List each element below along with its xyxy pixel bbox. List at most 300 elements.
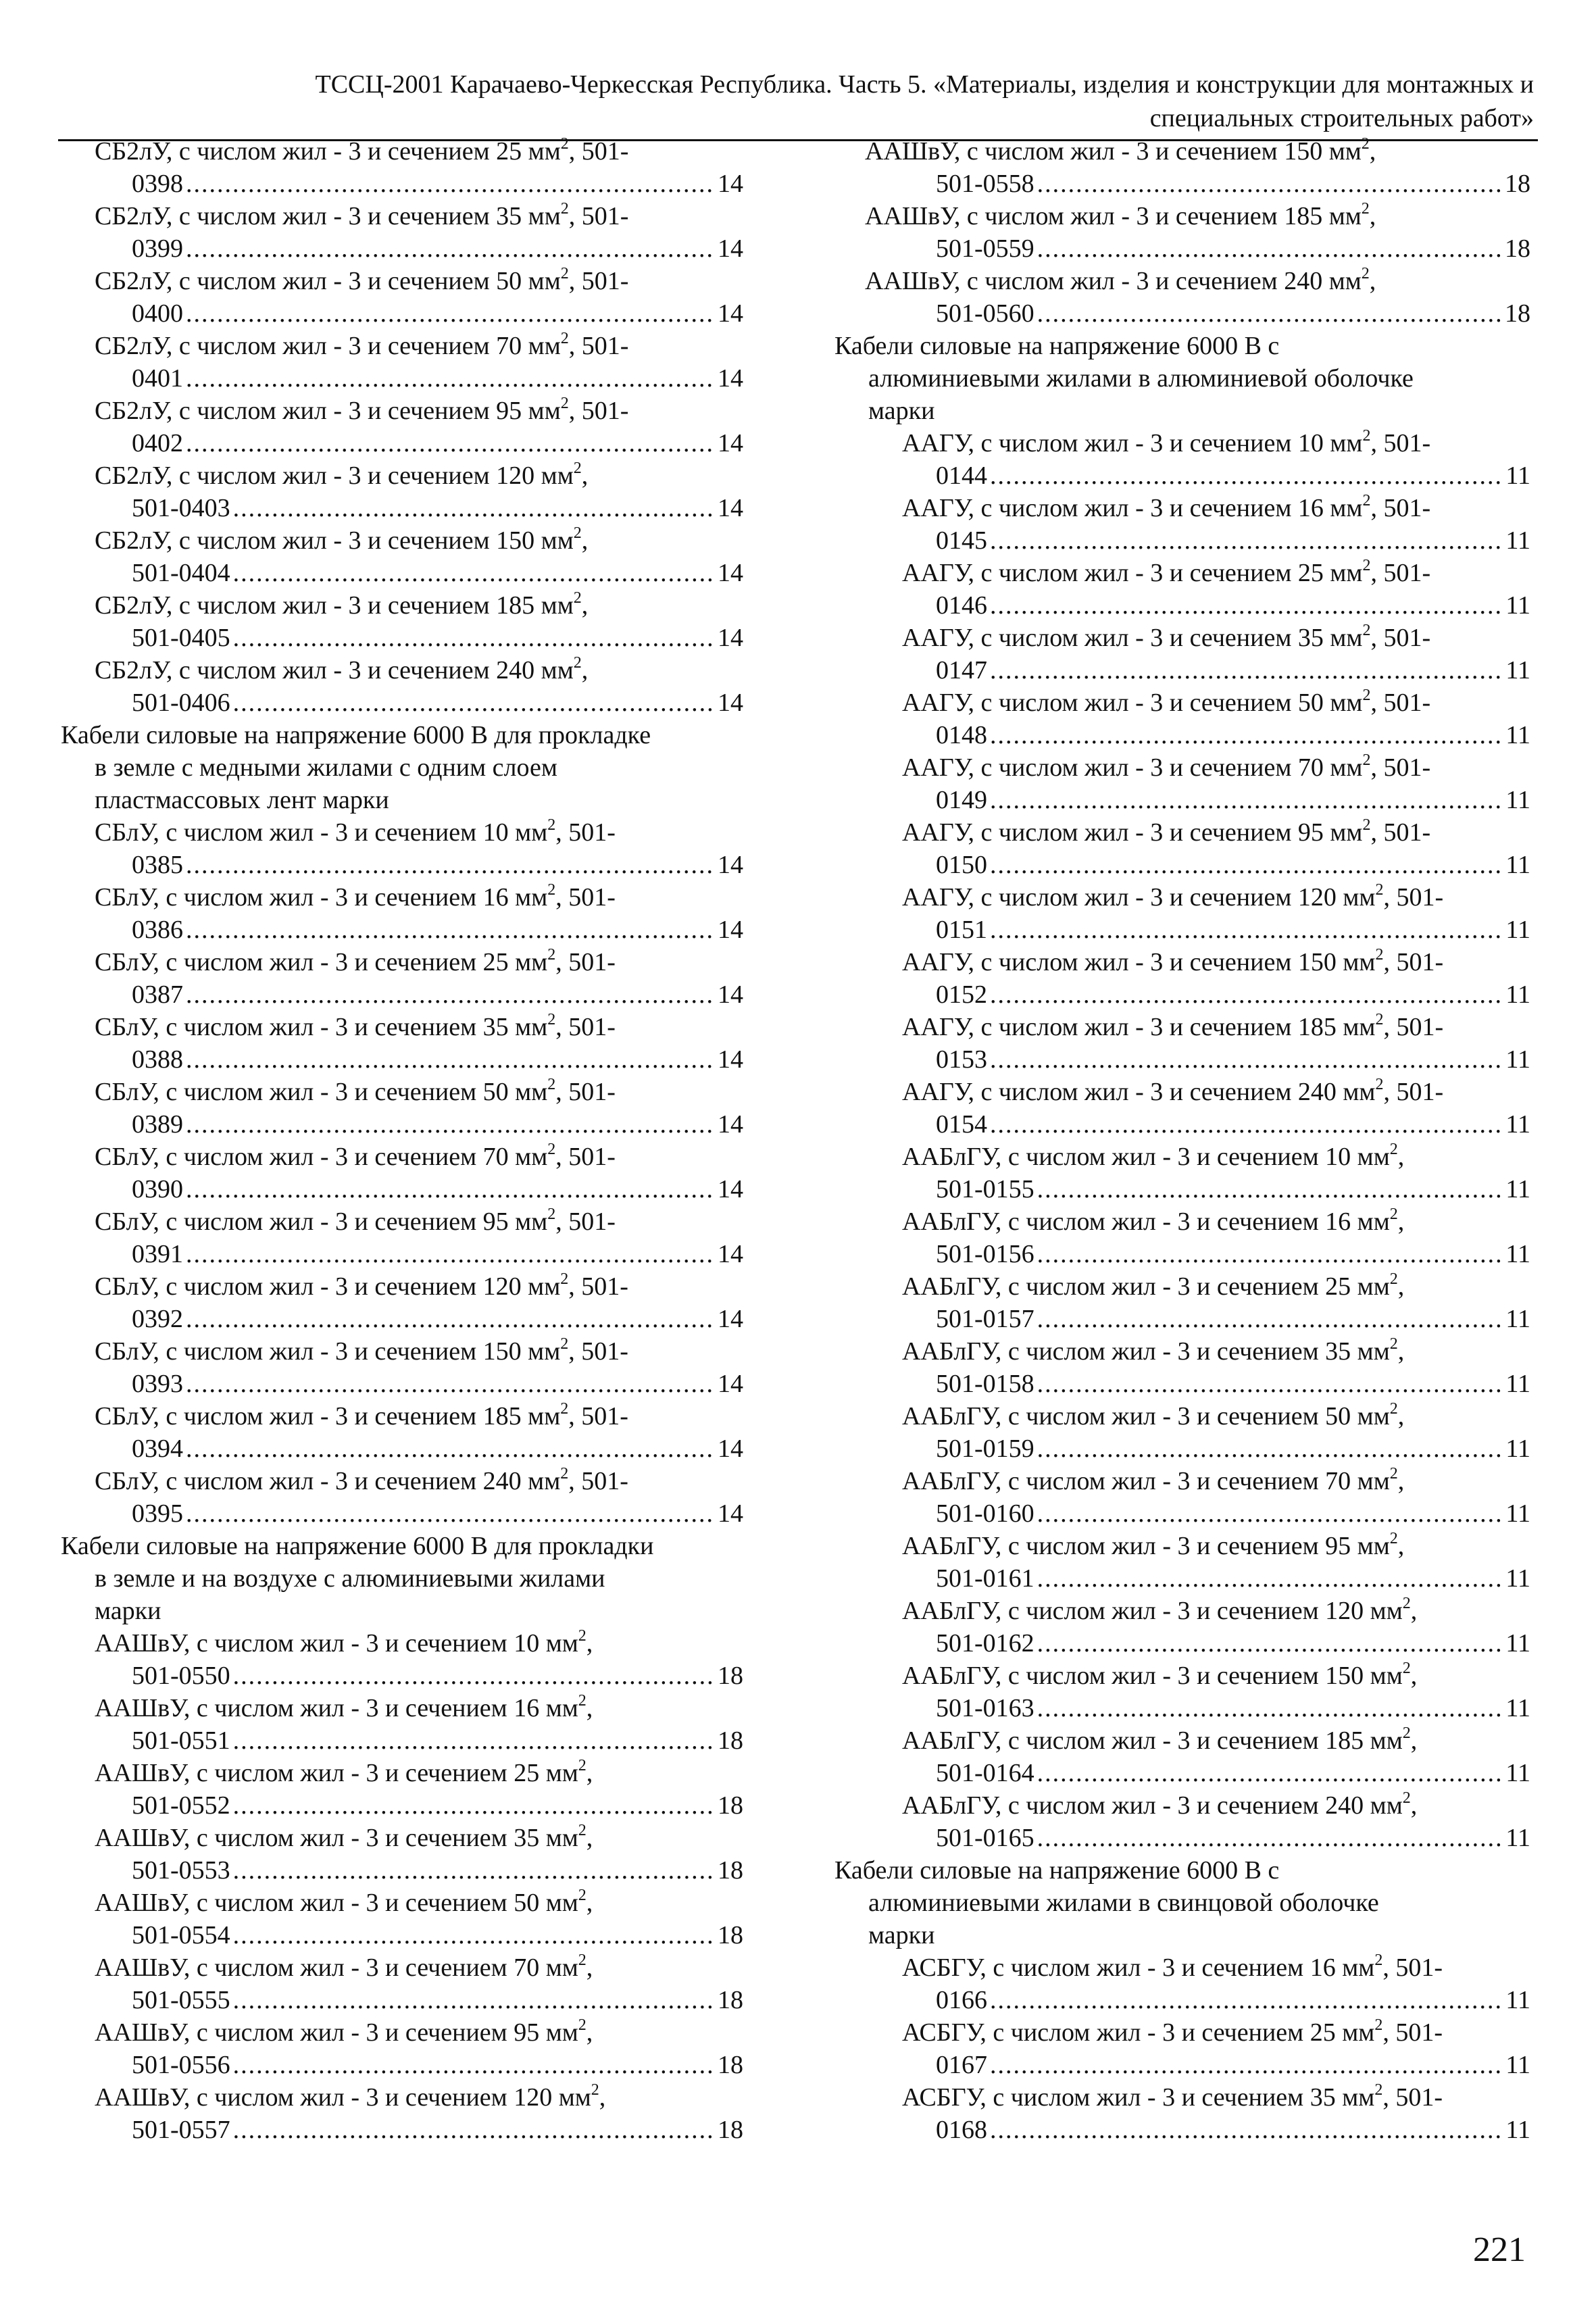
entry-ref-line (61, 492, 743, 524)
entry-page: 14 (718, 234, 743, 263)
entry-code: 0394 (132, 1435, 183, 1463)
dot-leader (186, 1497, 715, 1530)
entry-tail: , 501- (568, 1402, 628, 1430)
entry-ref-line (61, 687, 743, 719)
entry-ref-line (61, 362, 743, 395)
entry-ref-line (834, 1627, 1530, 1660)
entry-line (61, 1757, 743, 1789)
entry-line (834, 1335, 1530, 1368)
section-heading-line: Кабели силовые на напряжение 6000 В с (834, 332, 1280, 360)
entry-code: 0391 (132, 1240, 183, 1268)
entry-ref-line (834, 914, 1530, 946)
entry-page: 11 (1505, 1564, 1530, 1593)
entry-text: ААБлГУ, с числом жил - 3 и сечением 240 мм (902, 1791, 1403, 1820)
superscript-2: 2 (578, 1887, 587, 1905)
entry-text: СБлУ, с числом жил - 3 и сечением 185 мм (95, 1402, 561, 1430)
dot-leader (186, 232, 715, 265)
entry-text: СБлУ, с числом жил - 3 и сечением 50 мм (95, 1078, 548, 1106)
superscript-2: 2 (560, 1335, 569, 1353)
entry-line (61, 816, 743, 849)
dot-leader (990, 1108, 1503, 1141)
dot-leader (186, 978, 715, 1011)
entry-ref-line (61, 1497, 743, 1530)
dot-leader (233, 2114, 715, 2146)
entry-tail: , (1369, 137, 1376, 166)
entry-ref-line (61, 1660, 743, 1692)
entry-text: ААГУ, с числом жил - 3 и сечением 185 мм (902, 1013, 1376, 1041)
entry-page: 14 (718, 980, 743, 1009)
dot-leader (1037, 232, 1502, 265)
dot-leader (990, 2049, 1503, 2081)
entry-tail: , 501- (568, 267, 629, 295)
entry-text: ААБлГУ, с числом жил - 3 и сечением 50 мм (902, 1402, 1390, 1430)
entry-code: 501-0404 (132, 559, 230, 587)
entry-page: 14 (718, 1110, 743, 1139)
dot-leader (186, 1238, 715, 1270)
entry-text: СБлУ, с числом жил - 3 и сечением 10 мм (95, 818, 548, 847)
entry-line (834, 687, 1530, 719)
dot-leader (990, 978, 1503, 1011)
entry-page: 11 (1505, 980, 1530, 1009)
entry-line (834, 816, 1530, 849)
superscript-2: 2 (1362, 427, 1371, 445)
entry-page: 11 (1505, 1986, 1530, 2014)
entry-ref-line (61, 1108, 743, 1141)
page-number: 221 (1473, 2231, 1526, 2269)
entry-page: 11 (1505, 916, 1530, 944)
superscript-2: 2 (578, 1692, 587, 1710)
superscript-2: 2 (1375, 946, 1384, 964)
entry-page: 11 (1505, 1694, 1530, 1722)
entry-tail: , (586, 1759, 593, 1787)
entry-line (61, 2081, 743, 2114)
section-heading-line: в земле с медными жилами с одним слоем (95, 753, 557, 782)
entry-code: 0392 (132, 1305, 183, 1333)
entry-code: 501-0159 (936, 1435, 1034, 1463)
entry-page: 11 (1505, 1370, 1530, 1398)
entry-text: СБ2лУ, с числом жил - 3 и сечением 95 мм (95, 397, 561, 425)
entry-code: 0151 (936, 916, 987, 944)
entry-page: 18 (718, 1662, 743, 1690)
entry-page: 11 (1505, 1110, 1530, 1139)
section-heading-line: пластмассовых лент марки (95, 786, 389, 814)
entry-page: 11 (1505, 1759, 1530, 1787)
entry-text: ААШвУ, с числом жил - 3 и сечением 95 мм (95, 2018, 578, 2047)
entry-ref-line (61, 849, 743, 881)
entry-tail: , 501- (1383, 948, 1444, 976)
entry-code: 0154 (936, 1110, 987, 1139)
entry-line (61, 1335, 743, 1368)
dot-leader (990, 784, 1503, 816)
dot-leader (1037, 1497, 1503, 1530)
entry-text: ААШвУ, с числом жил - 3 и сечением 16 мм (95, 1694, 578, 1722)
entry-tail: , 501- (1370, 624, 1431, 652)
entry-line (834, 1011, 1530, 1043)
entry-ref-line (61, 232, 743, 265)
entry-text: ААШвУ, с числом жил - 3 и сечением 240 мм (865, 267, 1362, 295)
superscript-2: 2 (1389, 1530, 1398, 1548)
superscript-2: 2 (1362, 492, 1371, 510)
entry-text: СБ2лУ, с числом жил - 3 и сечением 25 мм (95, 137, 561, 166)
entry-ref-line (834, 654, 1530, 687)
entry-code: 0152 (936, 980, 987, 1009)
entry-code: 0145 (936, 526, 987, 555)
dot-leader (1037, 168, 1502, 200)
entry-text: СБ2лУ, с числом жил - 3 и сечением 185 мм (95, 591, 574, 620)
dot-leader (990, 2114, 1503, 2146)
dot-leader (233, 1919, 715, 1951)
entry-tail: , 501- (555, 883, 616, 912)
entry-line (834, 265, 1530, 297)
dot-leader (186, 1043, 715, 1076)
entry-code: 501-0164 (936, 1759, 1034, 1787)
entry-ref-line (834, 1562, 1530, 1595)
entry-code: 0395 (132, 1499, 183, 1528)
entry-text: СБ2лУ, с числом жил - 3 и сечением 35 мм (95, 202, 561, 230)
entry-line (61, 1205, 743, 1238)
entry-line (834, 1400, 1530, 1433)
entry-page: 14 (718, 429, 743, 457)
entry-code: 0166 (936, 1986, 987, 2014)
entry-line (834, 751, 1530, 784)
entry-text: СБлУ, с числом жил - 3 и сечением 120 мм (95, 1272, 561, 1301)
superscript-2: 2 (547, 1205, 556, 1224)
superscript-2: 2 (1402, 1724, 1411, 1743)
dot-leader (186, 427, 715, 459)
entry-ref-line (61, 1919, 743, 1951)
entry-tail: , (1410, 1791, 1418, 1820)
superscript-2: 2 (578, 1951, 587, 1970)
header-line-2: специальных строительных работ» (1149, 104, 1534, 132)
dot-leader (233, 1724, 715, 1757)
superscript-2: 2 (1402, 1789, 1411, 1808)
dot-leader (1037, 297, 1502, 330)
entry-page: 14 (718, 364, 743, 393)
entry-ref-line (61, 978, 743, 1011)
entry-code: 0167 (936, 2051, 987, 2079)
entry-page: 14 (718, 1305, 743, 1333)
entry-code: 0398 (132, 170, 183, 198)
entry-ref-line (61, 297, 743, 330)
superscript-2: 2 (547, 1011, 556, 1029)
dot-leader (1037, 1303, 1503, 1335)
entry-code: 501-0555 (132, 1986, 230, 2014)
entry-tail: , 501- (1370, 818, 1431, 847)
entry-ref-line (61, 1789, 743, 1822)
superscript-2: 2 (1362, 622, 1371, 640)
entry-line (61, 1011, 743, 1043)
entry-page: 14 (718, 1499, 743, 1528)
entry-tail: , 501- (555, 1013, 616, 1041)
entry-ref-line (834, 1692, 1530, 1724)
section-heading-line: алюминиевыми жилами в свинцовой оболочке (868, 1889, 1379, 1917)
dot-leader (990, 849, 1503, 881)
entry-line (61, 459, 743, 492)
entry-code: 501-0165 (936, 1824, 1034, 1852)
entry-line (61, 524, 743, 557)
entry-line (834, 200, 1530, 232)
entry-text: ААБлГУ, с числом жил - 3 и сечением 25 мм (902, 1272, 1390, 1301)
dot-leader (233, 492, 715, 524)
entry-text: СБ2лУ, с числом жил - 3 и сечением 240 мм (95, 656, 574, 684)
entry-tail: , 501- (568, 202, 629, 230)
superscript-2: 2 (573, 654, 582, 672)
entry-code: 501-0405 (132, 624, 230, 652)
entry-tail: , (1410, 1726, 1418, 1755)
entry-line (61, 1400, 743, 1433)
entry-text: СБлУ, с числом жил - 3 и сечением 95 мм (95, 1208, 548, 1236)
superscript-2: 2 (573, 459, 582, 478)
superscript-2: 2 (573, 524, 582, 543)
dot-leader (186, 297, 715, 330)
section-heading-line: алюминиевыми жилами в алюминиевой оболочке (868, 364, 1414, 393)
entry-ref-line (61, 1238, 743, 1270)
entry-ref-line (61, 914, 743, 946)
entry-ref-line (834, 1173, 1530, 1205)
entry-code: 0150 (936, 851, 987, 879)
entry-code: 501-0556 (132, 2051, 230, 2079)
entry-line (61, 1887, 743, 1919)
entry-code: 0147 (936, 656, 987, 684)
dot-leader (186, 849, 715, 881)
entry-ref-line (834, 1433, 1530, 1465)
entry-line (834, 427, 1530, 459)
entry-code: 0385 (132, 851, 183, 879)
superscript-2: 2 (547, 816, 556, 835)
entry-line (61, 1822, 743, 1854)
entry-text: СБ2лУ, с числом жил - 3 и сечением 120 мм (95, 462, 574, 490)
entry-code: 501-0162 (936, 1629, 1034, 1658)
entry-text: ААГУ, с числом жил - 3 и сечением 16 мм (902, 494, 1363, 522)
entry-line (61, 1076, 743, 1108)
entry-page: 14 (718, 624, 743, 652)
entry-tail: , (581, 526, 589, 555)
dot-leader (1037, 1822, 1503, 1854)
entry-code: 0399 (132, 234, 183, 263)
dot-leader (1037, 1562, 1503, 1595)
section-heading-line: Кабели силовые на напряжение 6000 В для прокладке (61, 721, 651, 749)
entry-code: 501-0161 (936, 1564, 1034, 1593)
section-heading-line: в земле и на воздухе с алюминиевыми жилами (95, 1564, 605, 1593)
entry-ref-line (61, 1368, 743, 1400)
superscript-2: 2 (1389, 1400, 1398, 1418)
entry-line (834, 2081, 1530, 2114)
dot-leader (990, 589, 1503, 622)
entry-tail: , 501- (568, 1467, 628, 1495)
entry-code: 501-0559 (936, 234, 1034, 263)
entry-line (834, 946, 1530, 978)
superscript-2: 2 (1374, 2081, 1383, 2099)
entry-ref-line (834, 524, 1530, 557)
entry-text: ААБлГУ, с числом жил - 3 и сечением 95 мм (902, 1532, 1390, 1560)
entry-line (61, 1465, 743, 1497)
entry-page: 11 (1505, 1305, 1530, 1333)
entry-tail: , (1369, 267, 1376, 295)
entry-ref-line (834, 589, 1530, 622)
dot-leader (990, 524, 1503, 557)
entry-tail: , (1410, 1597, 1418, 1625)
entry-page: 11 (1505, 462, 1530, 490)
entry-page: 18 (1505, 170, 1530, 198)
entry-ref-line (834, 849, 1530, 881)
dot-leader (186, 1433, 715, 1465)
entry-tail: , 501- (1382, 2083, 1443, 2112)
dot-leader (990, 719, 1503, 751)
entry-ref-line (61, 1303, 743, 1335)
entry-line (61, 1627, 743, 1660)
entry-line (61, 330, 743, 362)
entry-ref-line (834, 1497, 1530, 1530)
entry-line (834, 622, 1530, 654)
dot-leader (1037, 1757, 1503, 1789)
entry-tail: , (599, 2083, 606, 2112)
entry-line (61, 200, 743, 232)
entry-code: 0389 (132, 1110, 183, 1139)
dot-leader (1037, 1368, 1503, 1400)
entry-page: 18 (718, 1856, 743, 1885)
entry-code: 501-0406 (132, 689, 230, 717)
entry-page: 11 (1505, 1629, 1530, 1658)
entry-code: 501-0160 (936, 1499, 1034, 1528)
dot-leader (233, 1984, 715, 2016)
entry-text: ААШвУ, с числом жил - 3 и сечением 35 мм (95, 1824, 578, 1852)
entry-text: СБлУ, с числом жил - 3 и сечением 240 мм (95, 1467, 561, 1495)
entry-code: 0402 (132, 429, 183, 457)
section-heading-line: Кабели силовые на напряжение 6000 В с (834, 1856, 1280, 1885)
dot-leader (186, 1173, 715, 1205)
entry-ref-line (834, 1757, 1530, 1789)
entry-line (61, 1951, 743, 1984)
superscript-2: 2 (1389, 1205, 1398, 1224)
entry-text: ААБлГУ, с числом жил - 3 и сечением 70 мм (902, 1467, 1390, 1495)
entry-ref-line (834, 1303, 1530, 1335)
dot-leader (233, 1789, 715, 1822)
superscript-2: 2 (1374, 1951, 1383, 1970)
entry-tail: , (586, 1629, 593, 1658)
superscript-2: 2 (1402, 1660, 1411, 1678)
entry-text: СБ2лУ, с числом жил - 3 и сечением 50 мм (95, 267, 561, 295)
entry-text: ААГУ, с числом жил - 3 и сечением 240 мм (902, 1078, 1376, 1106)
entry-text: ААГУ, с числом жил - 3 и сечением 150 мм (902, 948, 1376, 976)
entry-ref-line (834, 1108, 1530, 1141)
entry-tail: , 501- (555, 1078, 616, 1106)
entry-code: 501-0553 (132, 1856, 230, 1885)
dot-leader (1037, 1692, 1503, 1724)
entry-tail: , (1369, 202, 1376, 230)
dot-leader (186, 362, 715, 395)
entry-text: АСБГУ, с числом жил - 3 и сечением 25 мм (902, 2018, 1375, 2047)
superscript-2: 2 (1375, 1076, 1384, 1094)
entry-tail: , (586, 1694, 593, 1722)
entry-code: 0168 (936, 2116, 987, 2144)
entry-text: АСБГУ, с числом жил - 3 и сечением 16 мм (902, 1953, 1375, 1982)
entry-code: 501-0557 (132, 2116, 230, 2144)
superscript-2: 2 (1389, 1335, 1398, 1353)
section-heading-line: марки (95, 1597, 161, 1625)
entry-tail: , (586, 1953, 593, 1982)
dot-leader (233, 557, 715, 589)
entry-line (834, 1141, 1530, 1173)
superscript-2: 2 (1389, 1141, 1398, 1159)
entry-page: 14 (718, 1370, 743, 1398)
entry-code: 501-0155 (936, 1175, 1034, 1203)
entry-text: ААГУ, с числом жил - 3 и сечением 50 мм (902, 689, 1363, 717)
entry-line (61, 881, 743, 914)
entry-line (61, 135, 743, 168)
entry-text: ААБлГУ, с числом жил - 3 и сечением 185 мм (902, 1726, 1403, 1755)
entry-page: 11 (1505, 1045, 1530, 1074)
entry-code: 501-0552 (132, 1791, 230, 1820)
entry-text: ААГУ, с числом жил - 3 и сечением 95 мм (902, 818, 1363, 847)
entry-page: 14 (718, 1435, 743, 1463)
entry-text: ААШвУ, с числом жил - 3 и сечением 25 мм (95, 1759, 578, 1787)
superscript-2: 2 (547, 1141, 556, 1159)
entry-tail: , (1410, 1662, 1418, 1690)
entry-line (834, 1951, 1530, 1984)
entry-line (61, 1692, 743, 1724)
entry-line (61, 1141, 743, 1173)
entry-code: 0400 (132, 299, 183, 328)
dot-leader (990, 1043, 1503, 1076)
entry-page: 18 (718, 2116, 743, 2144)
entry-code: 0393 (132, 1370, 183, 1398)
superscript-2: 2 (591, 2081, 599, 2099)
superscript-2: 2 (1374, 2016, 1383, 2035)
superscript-2: 2 (560, 395, 569, 413)
entry-text: ААШвУ, с числом жил - 3 и сечением 150 мм (865, 137, 1362, 166)
entry-page: 14 (718, 1175, 743, 1203)
superscript-2: 2 (560, 1465, 569, 1483)
entry-line (834, 135, 1530, 168)
entry-line (834, 1595, 1530, 1627)
superscript-2: 2 (578, 1822, 587, 1840)
entry-line (61, 589, 743, 622)
entry-page: 14 (718, 1240, 743, 1268)
entry-ref-line (834, 459, 1530, 492)
dot-leader (233, 1854, 715, 1887)
entry-page: 14 (718, 299, 743, 328)
entry-text: ААШвУ, с числом жил - 3 и сечением 50 мм (95, 1889, 578, 1917)
entry-code: 501-0560 (936, 299, 1034, 328)
entry-text: СБлУ, с числом жил - 3 и сечением 25 мм (95, 948, 548, 976)
dot-leader (186, 168, 715, 200)
entry-code: 501-0157 (936, 1305, 1034, 1333)
entry-tail: , 501- (1383, 883, 1444, 912)
superscript-2: 2 (1361, 265, 1370, 283)
entry-tail: , 501- (1370, 559, 1431, 587)
superscript-2: 2 (560, 265, 569, 283)
entry-ref-line (834, 784, 1530, 816)
entry-text: ААБлГУ, с числом жил - 3 и сечением 120 мм (902, 1597, 1403, 1625)
dot-leader (186, 1303, 715, 1335)
superscript-2: 2 (560, 135, 569, 153)
dot-leader (186, 1368, 715, 1400)
entry-tail: , 501- (1382, 2018, 1443, 2047)
entry-page: 14 (718, 494, 743, 522)
entry-tail: , 501- (1382, 1953, 1443, 1982)
entry-ref-line (61, 168, 743, 200)
entry-ref-line (61, 1854, 743, 1887)
dot-leader (186, 914, 715, 946)
entry-ref-line (61, 1043, 743, 1076)
entry-text: ААГУ, с числом жил - 3 и сечением 35 мм (902, 624, 1363, 652)
entry-tail: , (586, 1824, 593, 1852)
section-heading-line: марки (868, 397, 935, 425)
entry-ref-line (834, 978, 1530, 1011)
superscript-2: 2 (578, 2016, 587, 2035)
entry-tail: , 501- (555, 818, 616, 847)
entry-tail: , 501- (568, 137, 629, 166)
